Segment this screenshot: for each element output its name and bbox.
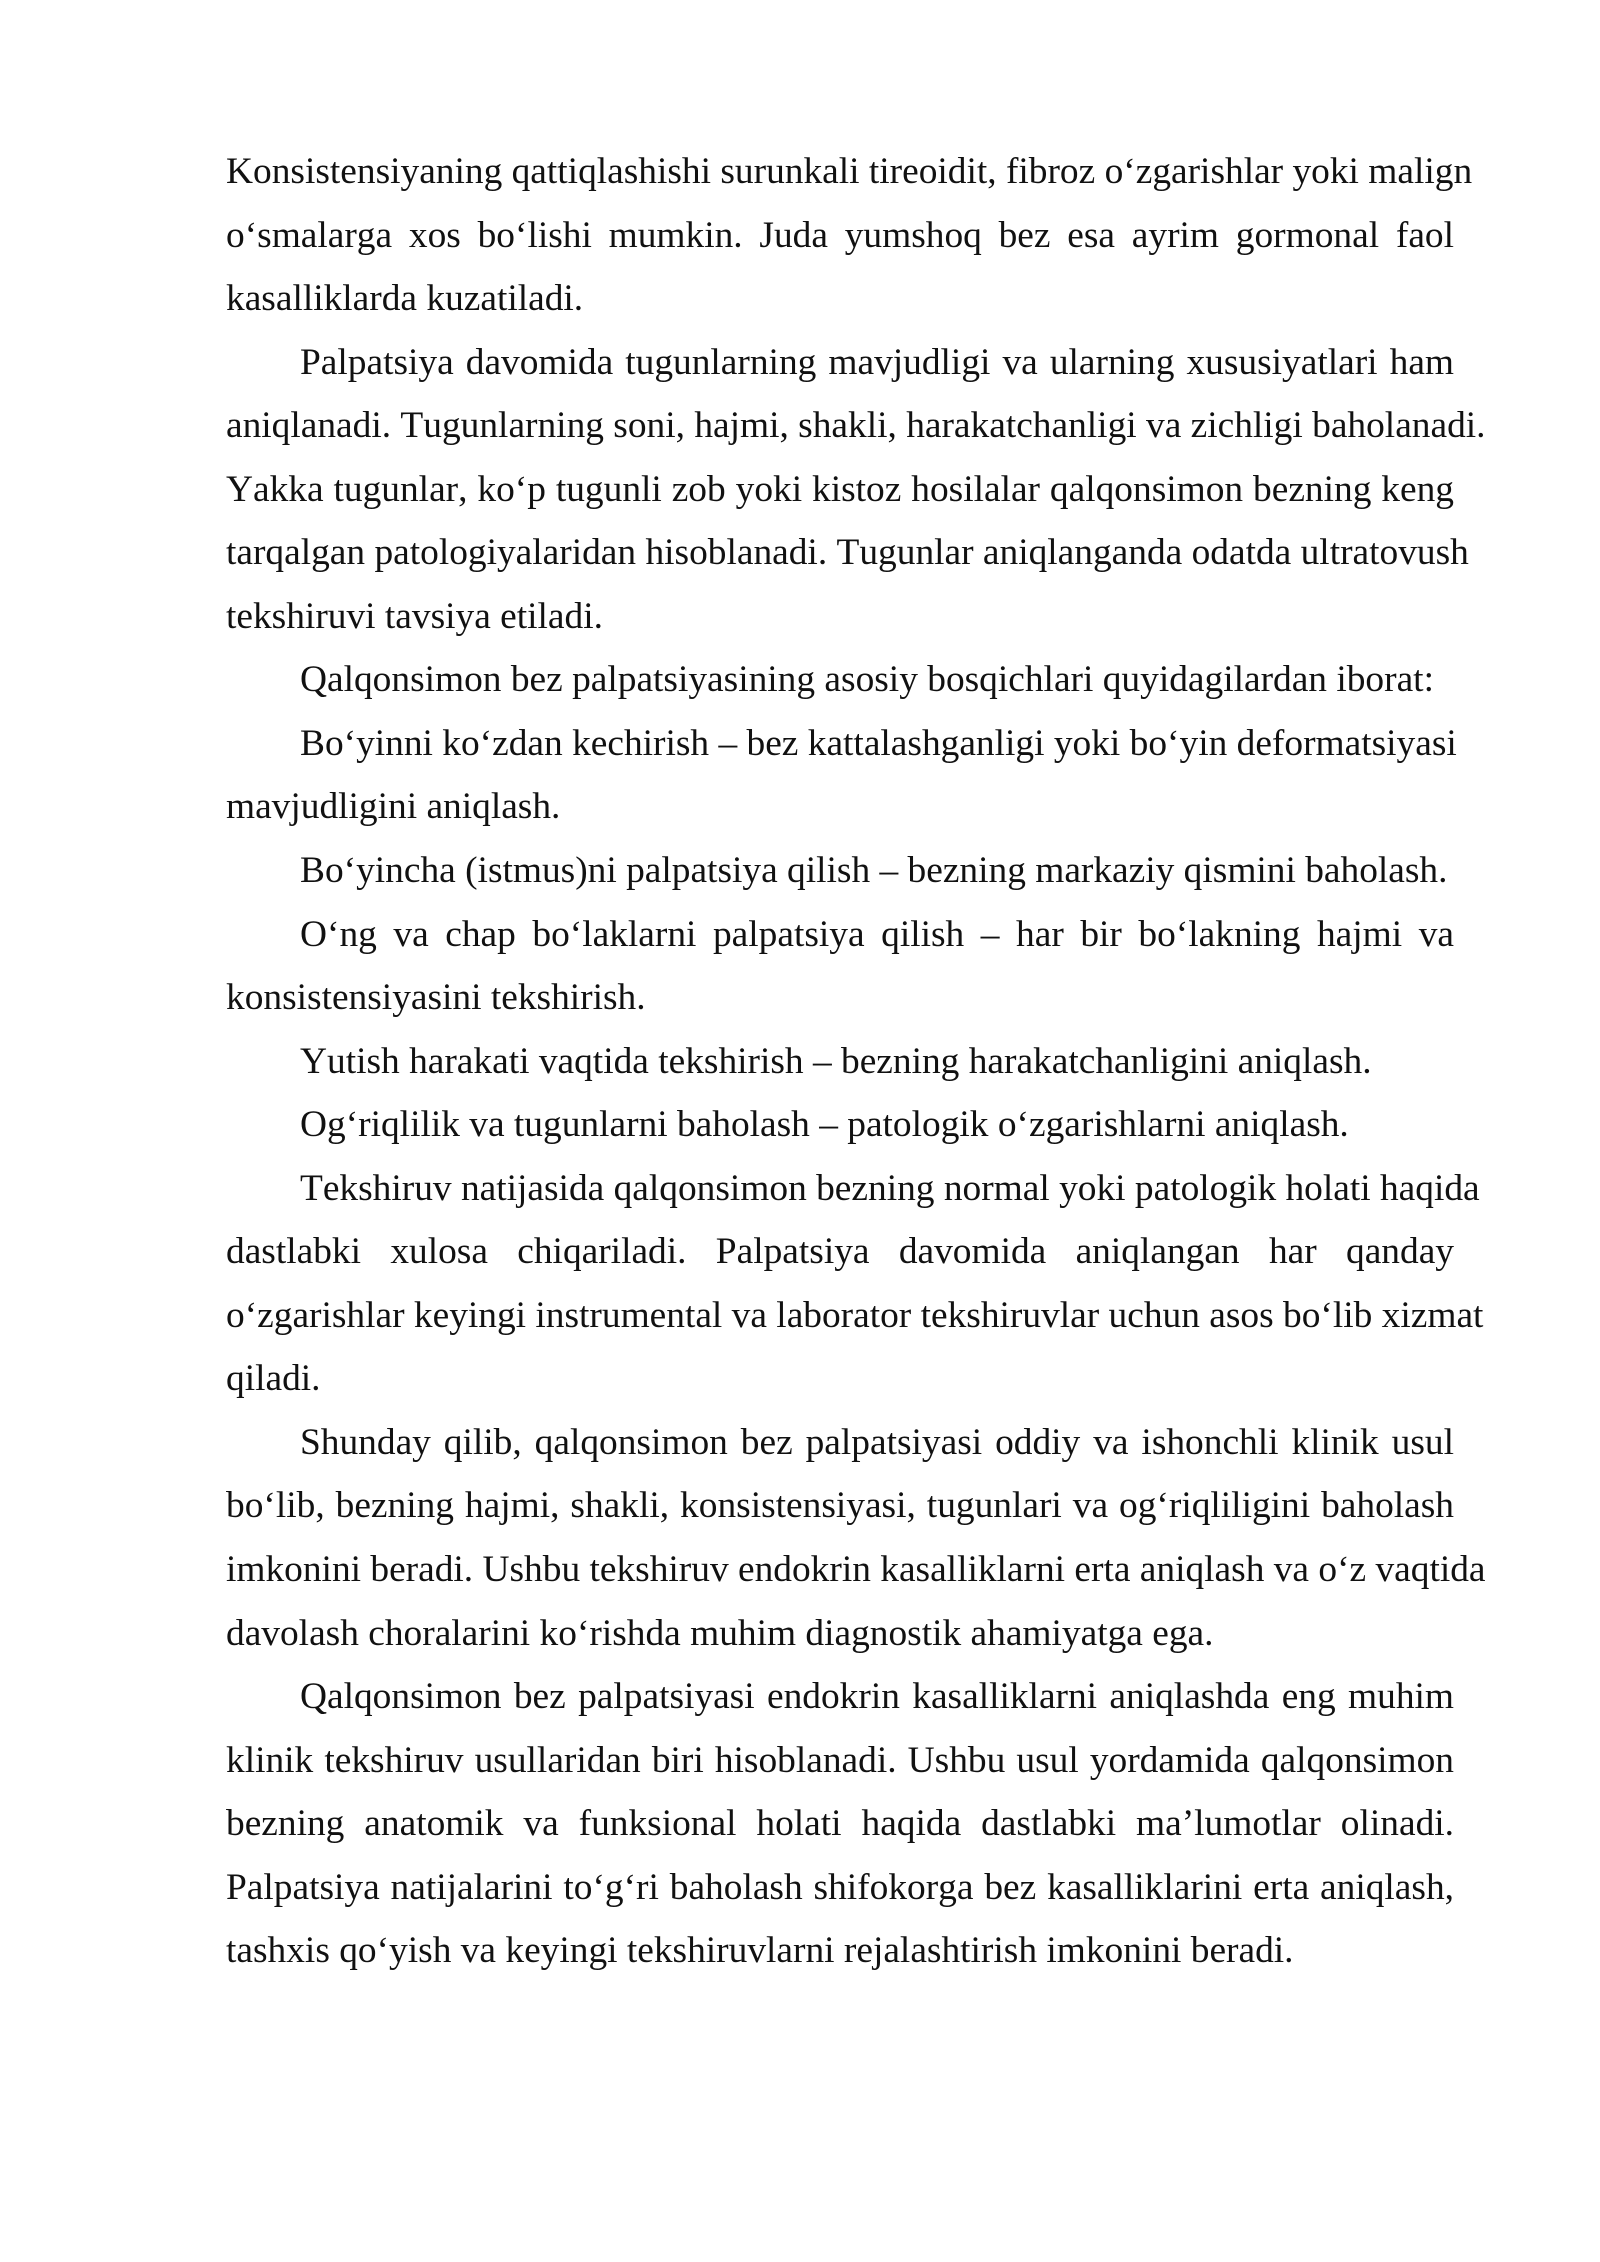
text-line: Palpatsiya davomida tugunlarning mavjudligi va ularning xususiyatlari ham <box>300 341 1454 383</box>
paragraph-conclusion <box>226 1665 1454 1983</box>
text-line: davolash choralarini ko‘rishda muhim diagnostik ahamiyatga ega. <box>226 1612 1214 1654</box>
paragraph-summary <box>226 1411 1486 1665</box>
text-line: Shunday qilib, qalqonsimon bez palpatsiyasi oddiy va ishonchli klinik usul <box>300 1421 1454 1463</box>
text-line: imkonini beradi. Ushbu tekshiruv endokrin kasalliklarni erta aniqlash va o‘z vaqtida <box>226 1549 1486 1591</box>
text-line: tashxis qo‘yish va keyingi tekshiruvlarni rejalashtirish imkonini beradi. <box>226 1930 1294 1972</box>
text-line: dastlabki xulosa chiqariladi. Palpatsiya davomida aniqlangan har qanday <box>226 1231 1454 1273</box>
text-line: o‘zgarishlar keyingi instrumental va laborator tekshiruvlar uchun asos bo‘lib xizmat <box>226 1294 1484 1336</box>
text-line: Qalqonsimon bez palpatsiyasining asosiy bosqichlari quyidagilardan iborat: <box>300 659 1434 701</box>
text-line: bezning anatomik va funksional holati haqida dastlabki ma’lumotlar olinadi. <box>226 1803 1454 1845</box>
text-line: klinik tekshiruv usullaridan biri hisoblanadi. Ushbu usul yordamida qalqonsimon <box>226 1739 1454 1781</box>
text-line: o‘smalarga xos bo‘lishi mumkin. Juda yumshoq bez esa ayrim gormonal faol <box>226 214 1454 256</box>
paragraph-stage-neck-inspection <box>226 712 1457 839</box>
text-line: aniqlanadi. Tugunlarning soni, hajmi, shakli, harakatchanligi va zichligi baholanadi. <box>226 405 1486 447</box>
text-line: konsistensiyasini tekshirish. <box>226 977 646 1019</box>
text-line: Konsistensiyaning qattiqlashishi surunkali tireoidit, fibroz o‘zgarishlar yoki malign <box>226 151 1473 192</box>
paragraph-stage-pain-nodules <box>226 1093 1454 1157</box>
text-line: Bo‘yinni ko‘zdan kechirish – bez kattalashganligi yoki bo‘yin deformatsiyasi <box>300 722 1457 764</box>
paragraph-stage-lobes <box>226 903 1454 1030</box>
text-line: O‘ng va chap bo‘laklarni palpatsiya qilish – har bir bo‘lakning hajmi va <box>300 913 1454 955</box>
text-line: tekshiruvi tavsiya etiladi. <box>226 595 603 637</box>
paragraph-continuation <box>226 140 1473 331</box>
text-line: Tekshiruv natijasida qalqonsimon bezning normal yoki patologik holati haqida <box>300 1167 1480 1209</box>
paragraph-nodules <box>226 331 1486 649</box>
text-line: bo‘lib, bezning hajmi, shakli, konsistensiyasi, tugunlari va og‘riqliligini baholash <box>226 1485 1454 1527</box>
paragraph-stage-isthmus <box>226 839 1454 903</box>
text-line: Yakka tugunlar, ko‘p tugunli zob yoki kistoz hosilalar qalqonsimon bezning keng <box>226 468 1454 510</box>
text-line: qiladi. <box>226 1358 321 1400</box>
text-line: Bo‘yincha (istmus)ni palpatsiya qilish – bezning markaziy qismini baholash. <box>300 850 1448 892</box>
paragraph-stage-swallowing <box>226 1030 1454 1094</box>
text-line: tarqalgan patologiyalaridan hisoblanadi. Tugunlar aniqlanganda odatda ultratovush <box>226 532 1469 574</box>
text-line: Qalqonsimon bez palpatsiyasi endokrin kasalliklarni aniqlashda eng muhim <box>300 1676 1454 1718</box>
text-line: Og‘riqlilik va tugunlarni baholash – patologik o‘zgarishlarni aniqlash. <box>300 1104 1349 1146</box>
text-line: mavjudligini aniqlash. <box>226 786 561 828</box>
text-line: kasalliklarda kuzatiladi. <box>226 278 584 320</box>
body-text <box>226 140 1486 1983</box>
paragraph-exam-result <box>226 1157 1484 1411</box>
text-line: Yutish harakati vaqtida tekshirish – bezning harakatchanligini aniqlash. <box>300 1040 1372 1082</box>
paragraph-stages-intro <box>226 648 1454 712</box>
text-line: Palpatsiya natijalarini to‘g‘ri baholash shifokorga bez kasalliklarini erta aniqlash, <box>226 1866 1454 1908</box>
